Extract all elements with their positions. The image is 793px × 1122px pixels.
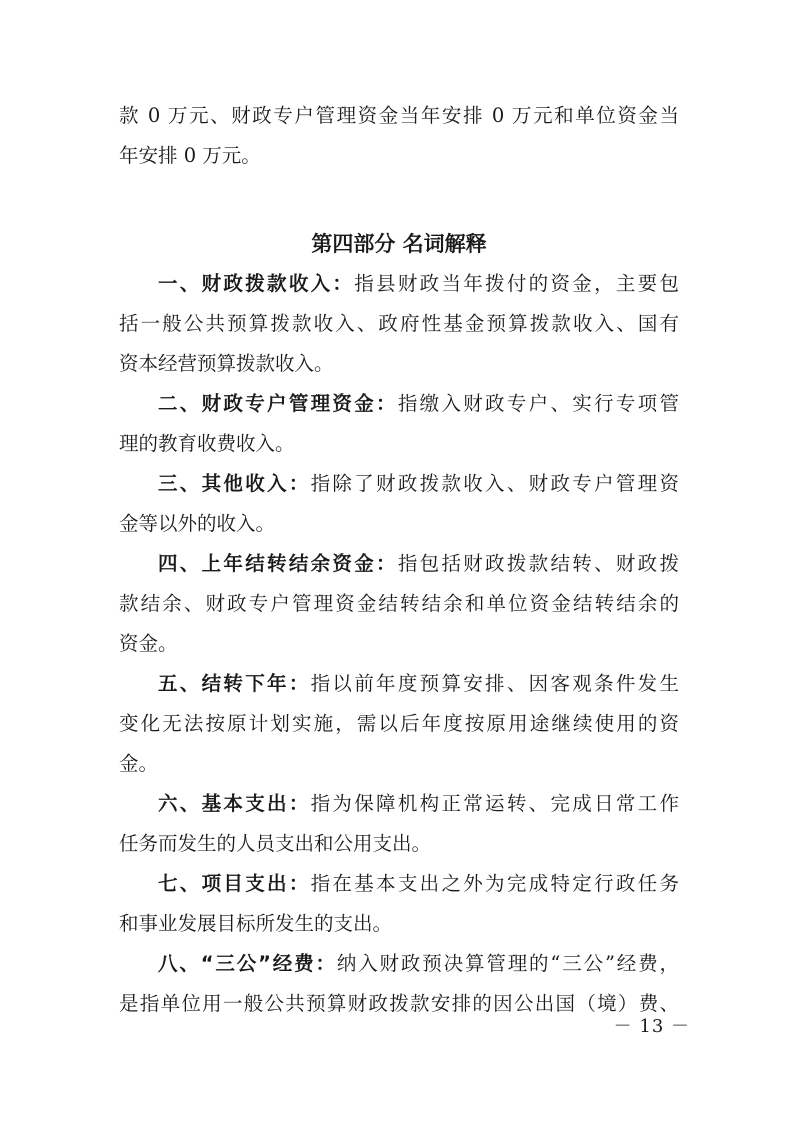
term-definition: 纳入财政预决算管理的“三公”经费，	[336, 952, 679, 975]
term-paragraph	[119, 464, 679, 544]
section-spacer	[119, 176, 679, 224]
term-definition: 指以前年度预算安排、因客观条件发生	[310, 672, 679, 695]
term-label: 五、结转下年：	[158, 672, 311, 695]
paragraph-line	[119, 944, 679, 984]
term-label: 二、财政专户管理资金：	[158, 392, 398, 415]
paragraph-line: 金等以外的收入。	[119, 512, 276, 535]
document-body	[119, 96, 679, 1024]
paragraph-line: 资金。	[119, 632, 178, 655]
paragraph-line: 变化无法按原计划实施，需以后年度按原用途继续使用的资	[119, 712, 679, 735]
paragraph-line	[119, 784, 679, 824]
paragraph-line: 和事业发展目标所发生的支出。	[119, 912, 393, 935]
term-label: 三、其他收入：	[158, 472, 311, 495]
paragraph-line: 任务而发生的人员支出和公用支出。	[119, 832, 432, 855]
term-label: 八、“三公”经费：	[158, 952, 337, 975]
paragraph-line: 款 0 万元、财政专户管理资金当年安排 0 万元和单位资金当	[119, 104, 679, 127]
term-label: 六、基本支出：	[158, 792, 311, 815]
intro-paragraph	[119, 96, 679, 176]
term-paragraph	[119, 264, 679, 384]
term-label: 一、财政拨款收入：	[158, 272, 355, 295]
paragraph-line: 资本经营预算拨款收入。	[119, 352, 334, 375]
term-paragraph	[119, 784, 679, 864]
term-label: 四、上年结转结余资金：	[158, 552, 398, 575]
term-paragraph	[119, 544, 679, 664]
term-definition: 指除了财政拨款收入、财政专户管理资	[310, 472, 679, 495]
paragraph-line: 是指单位用一般公共预算财政拨款安排的因公出国（境）费、	[119, 992, 679, 1015]
term-definition: 指县财政当年拨付的资金，主要包	[354, 272, 679, 295]
paragraph-line	[119, 264, 679, 304]
paragraph-line	[119, 664, 679, 704]
page-number: － 13 －	[613, 1016, 690, 1037]
term-label: 七、项目支出：	[158, 872, 311, 895]
paragraph-line: 括一般公共预算拨款收入、政府性基金预算拨款收入、国有	[119, 312, 679, 335]
section-title: 第四部分 名词解释	[311, 232, 487, 256]
paragraph-line: 金。	[119, 752, 159, 775]
term-definition: 指包括财政拨款结转、财政拨	[397, 552, 679, 575]
paragraph-line: 款结余、财政专户管理资金结转结余和单位资金结转结余的	[119, 592, 679, 615]
paragraph-line	[119, 464, 679, 504]
paragraph-line: 理的教育收费收入。	[119, 432, 295, 455]
term-paragraph	[119, 664, 679, 784]
term-paragraph	[119, 384, 679, 464]
paragraph-line	[119, 864, 679, 904]
term-paragraph	[119, 864, 679, 944]
paragraph-line	[119, 384, 679, 424]
term-paragraph	[119, 944, 679, 1024]
paragraph-line	[119, 544, 679, 584]
term-definition: 指在基本支出之外为完成特定行政任务	[310, 872, 679, 895]
paragraph-line: 年安排 0 万元。	[119, 144, 261, 167]
term-definition: 指缴入财政专户、实行专项管	[397, 392, 679, 415]
term-definition: 指为保障机构正常运转、完成日常工作	[310, 792, 679, 815]
